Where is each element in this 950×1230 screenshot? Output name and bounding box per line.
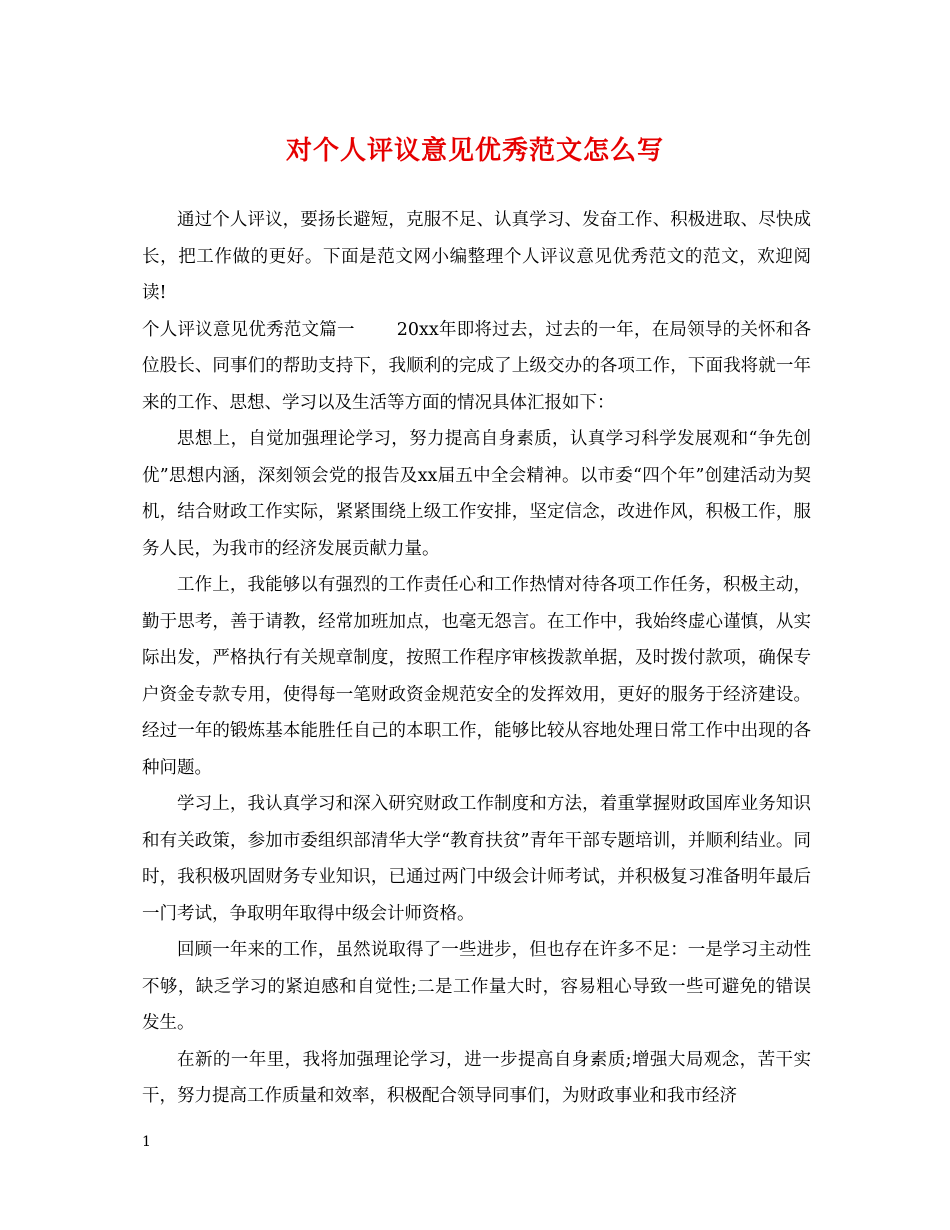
section-first-paragraph bbox=[142, 312, 811, 422]
section-heading: 个人评议意见优秀范文篇一 bbox=[142, 319, 355, 340]
paragraph-thought: 思想上，自觉加强理论学习，努力提高自身素质，认真学习科学发展观和“争先创优”思想内涵，深刻领会党的报告及xx届五中全会精神。以市委“四个年”创建活动为契机，结合财政工作实际，紧紧围绕上级工作安排，坚定信念，改进作风，积极工作，服务人民，为我市的经济发展贡献力量。 bbox=[142, 429, 811, 559]
paragraph-review: 回顾一年来的工作，虽然说取得了一些进步，但也存在许多不足：一是学习主动性不够，缺乏学习的紧迫感和自觉性;二是工作量大时，容易粗心导致一些可避免的错误发生。 bbox=[142, 940, 811, 1033]
paragraph-new-year: 在新的一年里，我将加强理论学习，进一步提高自身素质;增强大局观念，苦干实干，努力提高工作质量和效率，积极配合领导同事们，为财政事业和我市经济 bbox=[142, 1049, 811, 1106]
document-body bbox=[142, 202, 811, 1115]
section-first-text: 20xx年即将过去，过去的一年，在局领导的关怀和各位股长、同事们的帮助支持下，我顺利的完成了上级交办的各项工作，下面我将就一年来的工作、思想、学习以及生活等方面的情况具体汇报如下： bbox=[142, 319, 812, 413]
document-title: 对个人评议意见优秀范文怎么写 bbox=[285, 136, 664, 166]
paragraph-study: 学习上，我认真学习和深入研究财政工作制度和方法，着重掌握财政国库业务知识和有关政策，参加市委组织部清华大学“教育扶贫”青年干部专题培训，并顺利结业。同时，我积极巩固财务专业知识，已通过两门中级会计师考试，并积极复习准备明年最后一门考试，争取明年取得中级会计师资格。 bbox=[142, 794, 811, 924]
paragraph-work: 工作上，我能够以有强烈的工作责任心和工作热情对待各项工作任务，积极主动，勤于思考，善于请教，经常加班加点，也毫无怨言。在工作中，我始终虚心谨慎，从实际出发，严格执行有关规章制度，按照工作程序审核拨款单据，及时拨付款项，确保专户资金专款专用，使得每一笔财政资金规范安全的发挥效用，更好的服务于经济建设。经过一年的锻炼基本能胜任自己的本职工作，能够比较从容地处理日常工作中出现的各种问题。 bbox=[142, 575, 811, 778]
intro-paragraph: 通过个人评议，要扬长避短，克服不足、认真学习、发奋工作、积极进取、尽快成长，把工作做的更好。下面是范文网小编整理个人评议意见优秀范文的范文，欢迎阅读! bbox=[142, 210, 811, 303]
page-number: 1 bbox=[142, 1134, 151, 1150]
